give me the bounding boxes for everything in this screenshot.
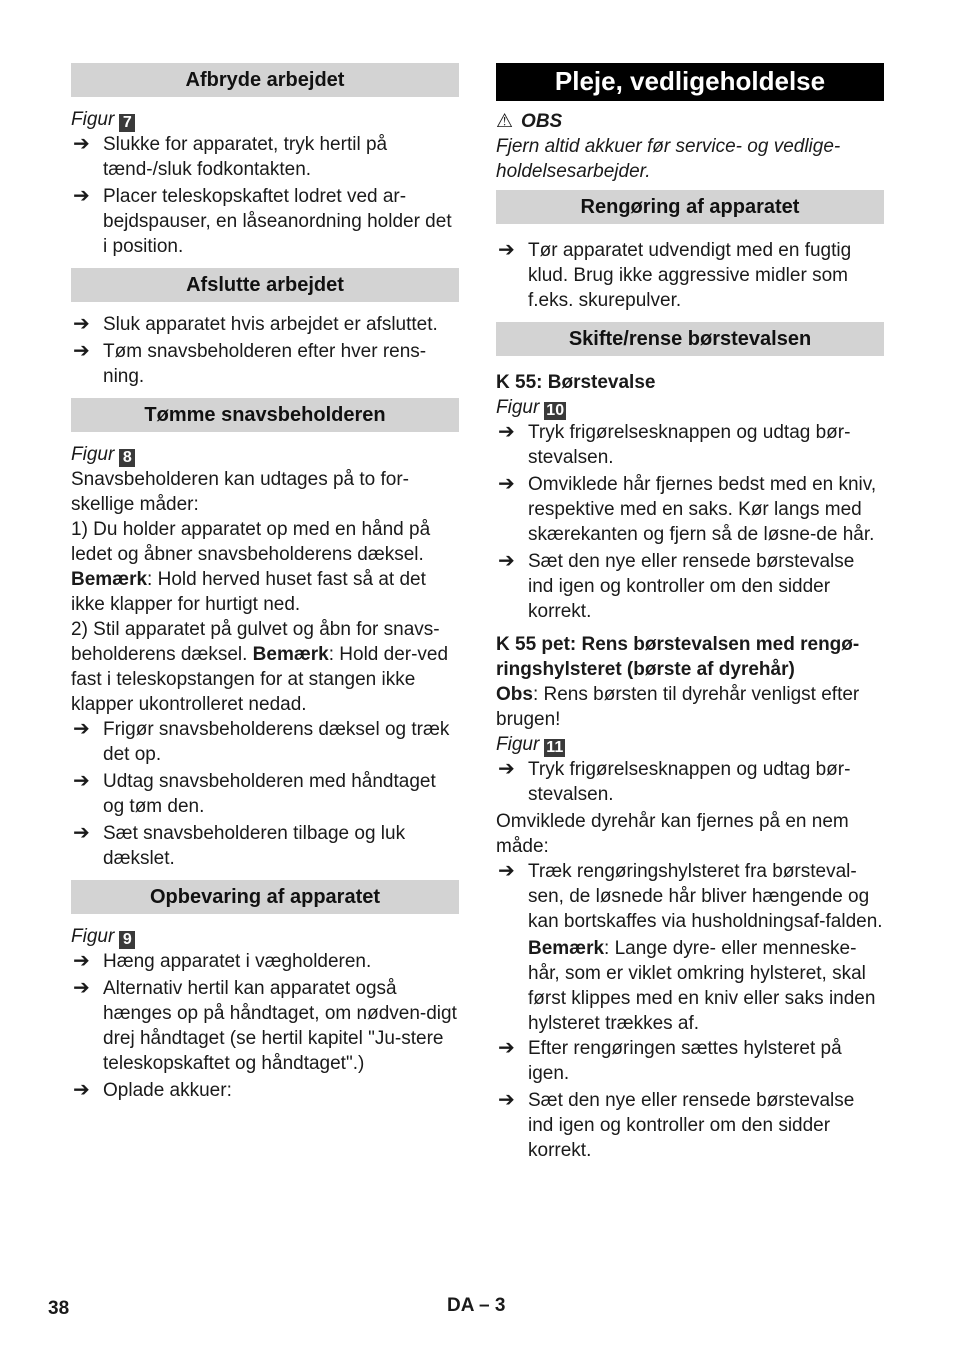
paragraph <box>496 682 884 732</box>
section-heading-tomme: Tømme snavsbeholderen <box>71 398 459 432</box>
list-item <box>71 769 459 819</box>
paragraph-text: : Rens børsten til dyrehår venligst efter brugen! <box>496 684 860 730</box>
list-item <box>496 238 884 313</box>
list-item <box>71 312 459 337</box>
list-item <box>496 1088 884 1163</box>
figure-label: Figur <box>71 444 115 465</box>
figure-number: 10 <box>546 402 565 419</box>
section-heading-afbryde: Afbryde arbejdet <box>71 63 459 97</box>
list-item-text: Sluk apparatet hvis arbejdet er afsluttet. <box>103 314 438 335</box>
arrow-right-icon: ➔ <box>73 718 90 740</box>
figure-number: 8 <box>119 449 135 467</box>
warning-heading <box>496 109 884 134</box>
arrow-right-icon: ➔ <box>73 133 90 155</box>
section-heading-afslutte: Afslutte arbejdet <box>71 268 459 302</box>
arrow-right-icon: ➔ <box>73 185 90 207</box>
list-item <box>496 472 884 547</box>
subheading: K 55: Børstevalse <box>496 372 656 393</box>
arrow-right-icon: ➔ <box>73 977 90 999</box>
figure-ref <box>71 442 459 467</box>
bold-term: Obs <box>496 684 533 705</box>
paragraph: 1) Du holder apparatet op med en hånd på ledet og åbner snavsbeholderens dæksel. <box>71 519 431 565</box>
language-page-label: DA – 3 <box>447 1295 506 1316</box>
section-heading-rengoring: Rengøring af apparatet <box>496 190 884 224</box>
paragraph: Omviklede dyrehår kan fjernes på en nem måde: <box>496 811 849 857</box>
arrow-right-icon: ➔ <box>498 860 515 882</box>
list-item <box>71 339 459 389</box>
paragraph-text: 2) Stil apparatet på gulvet og åbn for snavs-beholderens dæksel. <box>71 619 440 665</box>
list-item <box>496 757 884 807</box>
arrow-right-icon: ➔ <box>498 421 515 443</box>
warning-label: OBS <box>521 111 563 132</box>
subheading: K 55 pet: Rens børstevalsen med rengø-ringshylsteret (børste af dyrehår) <box>496 634 860 680</box>
list-item-text: Oplade akkuer: <box>103 1080 232 1101</box>
arrow-right-icon: ➔ <box>498 1037 515 1059</box>
list-item-text: Tøm snavsbeholderen efter hver rens-ning. <box>103 341 427 387</box>
page-number: 38 <box>48 1298 70 1319</box>
arrow-right-icon: ➔ <box>73 313 90 335</box>
list-item-text: Hæng apparatet i vægholderen. <box>103 951 372 972</box>
list-item <box>71 821 459 871</box>
list-item <box>496 420 884 470</box>
list-item-text: Efter rengøringen sættes hylsteret på igen. <box>528 1038 842 1084</box>
list-item-text: Sæt den nye eller rensede børstevalse ind igen og kontroller om den sidder korrekt. <box>528 551 855 622</box>
list-item-text: Omviklede hår fjernes bedst med en kniv, respektive med en saks. Kør langs med skærekanten og fjern så de løsne-de hår. <box>528 474 877 545</box>
left-column <box>71 63 459 1105</box>
warning-triangle-icon: ⚠ <box>496 111 514 132</box>
figure-label: Figur <box>71 109 115 130</box>
arrow-right-icon: ➔ <box>73 770 90 792</box>
figure-ref <box>71 107 459 132</box>
section-heading-opbevaring: Opbevaring af apparatet <box>71 880 459 914</box>
chapter-title: Pleje, vedligeholdelse <box>496 63 884 101</box>
warning-text: Fjern altid akkuer før service- og vedlige-holdelsesarbejder. <box>496 136 841 182</box>
figure-number: 11 <box>546 739 564 756</box>
list-item-text: Udtag snavsbeholderen med håndtaget og tøm den. <box>103 771 436 817</box>
list-item <box>496 549 884 624</box>
list-item-text: Placer teleskopskaftet lodret ved ar-bejdspauser, en låseanordning holder det i position. <box>103 186 452 257</box>
section-heading-skifte: Skifte/rense børstevalsen <box>496 322 884 356</box>
arrow-right-icon: ➔ <box>73 822 90 844</box>
arrow-right-icon: ➔ <box>498 473 515 495</box>
paragraph-text: : Lange dyre- eller menneske-hår, som er viklet omkring hylsteret, skal først klippes med en kniv eller saks inden hylsteret trækkes af. <box>528 938 876 1034</box>
arrow-right-icon: ➔ <box>498 550 515 572</box>
paragraph-text: : Hold der-ved fast i teleskopstangen for at stangen ikke klapper ukontrolleret nedad. <box>71 644 449 715</box>
list-item-text: Sæt snavsbeholderen tilbage og luk dækslet. <box>103 823 406 869</box>
list-item-text: Træk rengøringshylsteret fra børsteval-sen, de løsnede hår bliver hængende og kan bortskaffes via husholdningsaf-falden. <box>528 861 883 932</box>
list-item <box>71 1078 459 1103</box>
figure-label: Figur <box>496 734 540 755</box>
figure-ref <box>496 732 884 757</box>
figure-label: Figur <box>71 926 115 947</box>
list-item <box>71 132 459 182</box>
bold-term: Bemærk <box>252 644 329 665</box>
figure-ref <box>496 395 884 420</box>
arrow-right-icon: ➔ <box>498 239 515 261</box>
figure-label: Figur <box>496 397 540 418</box>
figure-ref <box>71 924 459 949</box>
paragraph <box>71 617 459 717</box>
right-column <box>496 63 884 1165</box>
list-item <box>71 949 459 974</box>
note-paragraph <box>496 936 884 1036</box>
list-item-text: Sæt den nye eller rensede børstevalse ind igen og kontroller om den sidder korrekt. <box>528 1090 855 1161</box>
list-item-text: Tryk frigørelsesknappen og udtag bør-stevalsen. <box>528 422 851 468</box>
list-item-text: Tryk frigørelsesknappen og udtag bør-stevalsen. <box>528 759 851 805</box>
arrow-right-icon: ➔ <box>498 758 515 780</box>
list-item <box>71 976 459 1076</box>
arrow-right-icon: ➔ <box>498 1089 515 1111</box>
paragraph-text: : Hold herved huset fast så at det ikke klapper for hurtigt ned. <box>71 569 426 615</box>
figure-number: 9 <box>119 931 135 949</box>
list-item-text: Slukke for apparatet, tryk hertil på tænd-/sluk fodkontakten. <box>103 134 388 180</box>
paragraph <box>71 567 459 617</box>
arrow-right-icon: ➔ <box>73 340 90 362</box>
bold-term: Bemærk <box>528 938 605 959</box>
arrow-right-icon: ➔ <box>73 950 90 972</box>
list-item <box>71 184 459 259</box>
arrow-right-icon: ➔ <box>73 1079 90 1101</box>
list-item <box>496 859 884 934</box>
list-item <box>496 1036 884 1086</box>
paragraph: Snavsbeholderen kan udtages på to for-skellige måder: <box>71 469 410 515</box>
list-item-text: Tør apparatet udvendigt med en fugtig klud. Brug ikke aggressive midler som f.eks. skurepulver. <box>528 240 852 311</box>
figure-number: 7 <box>119 114 135 132</box>
bold-term: Bemærk <box>71 569 148 590</box>
list-item-text: Alternativ hertil kan apparatet også hænges op på håndtaget, om nødven-digt drej håndtaget (se hertil kapitel "Ju-stere teleskopskaftet og håndtaget".) <box>103 978 457 1074</box>
list-item-text: Frigør snavsbeholderens dæksel og træk det op. <box>103 719 450 765</box>
list-item <box>71 717 459 767</box>
